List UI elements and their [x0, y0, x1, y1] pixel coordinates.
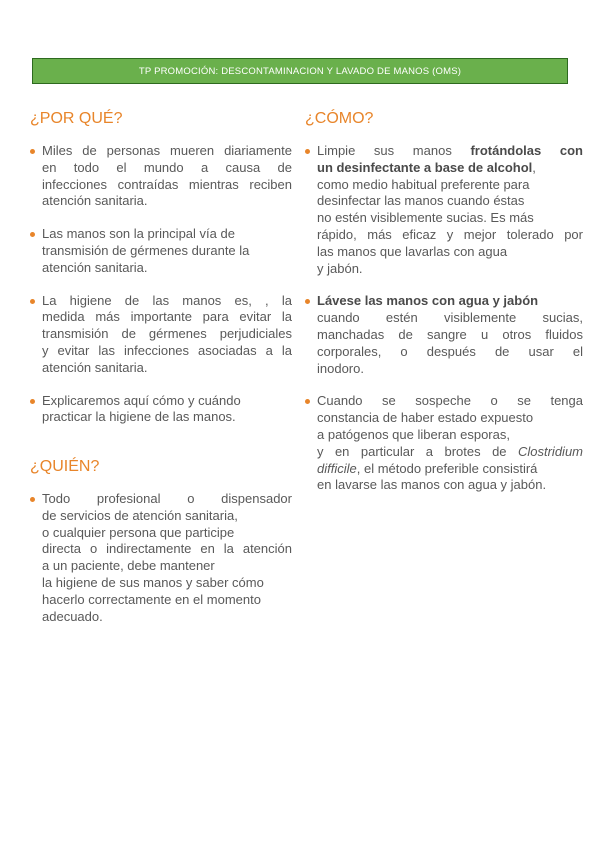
bullet-icon	[30, 299, 35, 304]
bullet-icon	[305, 399, 310, 404]
why-heading: ¿POR QUÉ?	[30, 110, 123, 127]
why-item-2: Las manos son la principal vía de transmisión de gérmenes durante la atención sanitaria.	[30, 226, 292, 276]
why-item-3: La higiene de las manos es, , la medida más importante para evitar la transmisión de gérmenes perjudiciales y evitar las infecciones asociadas a la atención sanitaria.	[30, 293, 292, 377]
why-item-1: Miles de personas mueren diariamente en todo el mundo a causa de infecciones contraídas mientras reciben atención sanitaria.	[30, 143, 292, 210]
title-banner: TP PROMOCIÓN: DESCONTAMINACION Y LAVADO DE MANOS (OMS)	[32, 58, 568, 84]
how-item-3: Cuando se sospeche o se tenga constancia de haber estado expuesto a patógenos que liberan esporas, y en particular a brotes de Clostridium difficile, el método preferible consistirá en lavarse las manos con agua y jabón.	[305, 393, 583, 494]
who-heading: ¿QUIÉN?	[30, 458, 100, 475]
bullet-icon	[305, 149, 310, 154]
how-heading: ¿CÓMO?	[305, 110, 374, 127]
who-item-1: Todo profesional o dispensador de servicios de atención sanitaria, o cualquier persona que participe directa o indirectamente en la atención a un paciente, debe mantener la higiene de sus manos y saber cómo hacerlo correctamente en el momento adecuado.	[30, 491, 292, 625]
bullet-icon	[30, 497, 35, 502]
how-list	[305, 143, 583, 510]
who-list	[30, 491, 292, 641]
how-item-2: Lávese las manos con agua y jabón cuando estén visiblemente sucias, manchadas de sangre u otros fluidos corporales, o después de usar el inodoro.	[305, 293, 583, 377]
why-list	[30, 143, 292, 442]
bullet-icon	[30, 232, 35, 237]
bullet-icon	[30, 149, 35, 154]
how-item-1: Limpie sus manos frotándolas con un desinfectante a base de alcohol, como medio habitual preferente para desinfectar las manos cuando éstas no estén visiblemente sucias. Es más rápido, más eficaz y mejor tolerado por las manos que lavarlas con agua y jabón.	[305, 143, 583, 277]
bullet-icon	[305, 299, 310, 304]
why-item-4: Explicaremos aquí cómo y cuándo practicar la higiene de las manos.	[30, 393, 292, 427]
bullet-icon	[30, 399, 35, 404]
